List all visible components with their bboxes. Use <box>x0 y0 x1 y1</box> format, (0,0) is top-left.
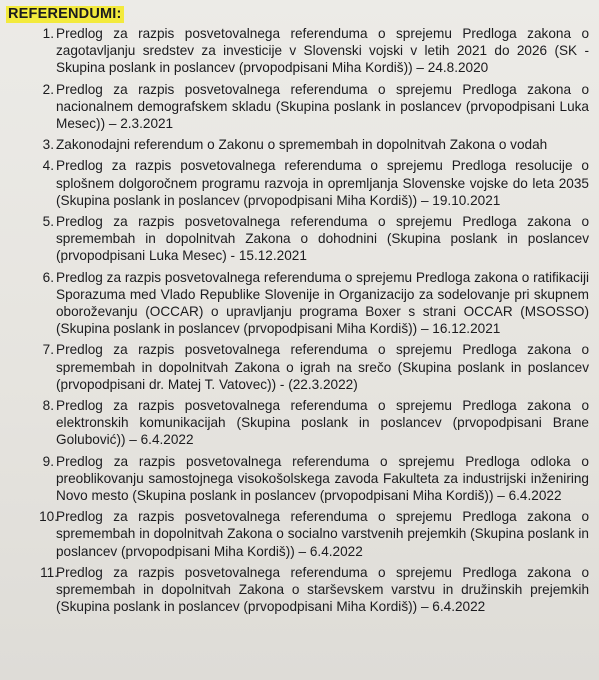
item-text: Predlog za razpis posvetovalnega referenduma o sprejemu Predloga odloka o preoblikovanju samostojnega visokošolskega zavoda Fakulteta za industrijski inženiring Novo mesto (Skupina poslank in poslancev (prvopodpisani Miha Kordiš)) – 6.4.2022 <box>56 453 589 504</box>
list-item <box>6 25 589 77</box>
item-text: Predlog za razpis posvetovalnega referenduma o sprejemu Predloga zakona o spremembah in dopolnitvah Zakona o socialno varstvenih prejemkih (Skupina poslank in poslancev (prvopodpisani Miha Kordiš)) – 6.4.2022 <box>56 509 589 559</box>
list-item <box>6 508 589 560</box>
item-text: Predlog za razpis posvetovalnega referenduma o sprejemu Predloga zakona o spremembah in dopolnitvah Zakona o starševskem varstvu in družinskih prejemkih (Skupina poslank in poslancev (prvopodpisani Miha Kordiš)) – 6.4.2022 <box>56 564 589 615</box>
item-number: 11. <box>40 564 58 580</box>
item-text: Predlog za razpis posvetovalnega referenduma o sprejemu Predloga zakona o spremembah in dopolnitvah Zakona o igrah na srečo (Skupina poslank in poslancev (prvopodpisani dr. Matej T. Vatovec)) - (22.3.2022) <box>56 342 589 392</box>
item-text: Predlog za razpis posvetovalnega referenduma o sprejemu Predloga zakona o elektronskih komunikacijah (Skupina poslank in poslancev (prvopodpisani Brane Golubović)) – 6.4.2022 <box>56 398 589 448</box>
list-item <box>6 397 589 449</box>
item-number: 7. <box>42 342 54 358</box>
item-text: Predlog za razpis posvetovalnega referenduma o sprejemu Predloga resolucije o splošnem dolgoročnem programu razvoja in opremljanja Slovenske vojske do leta 2035 (Skupina poslank in poslancev (prvopodpisani Miha Kordiš)) – 19.10.2021 <box>56 158 589 208</box>
item-number: 1. <box>42 26 54 41</box>
list-item <box>6 136 589 153</box>
item-number: 6. <box>42 269 54 285</box>
item-text: Predlog za razpis posvetovalnega referenduma o sprejemu Predloga zakona o nacionalnem demografskem skladu (Skupina poslank in poslancev (prvopodpisani Luka Mesec)) – 2.3.2021 <box>56 81 589 132</box>
list-item <box>6 453 589 505</box>
item-number: 9. <box>42 453 54 469</box>
item-number: 3. <box>42 137 54 153</box>
item-number: 4. <box>42 158 54 174</box>
list-item <box>6 157 589 209</box>
item-number: 10. <box>39 509 58 525</box>
referendum-list <box>6 25 589 616</box>
item-text: Predlog za razpis posvetovalnega referenduma o sprejemu Predloga zakona o zagotavljanju sredstev za investicije v Slovenski vojski v letih 2021 do 2026 (SK - Skupina poslank in poslancev (prvopodpisani Miha Kordiš)) – 24.8.2020 <box>56 26 589 76</box>
list-item <box>6 269 589 338</box>
item-text: Predlog za razpis posvetovalnega referenduma o sprejemu Predloga zakona o ratifikaciji Sporazuma med Vlado Republike Slovenije in Organizacijo za sodelovanje pri skupnem oboroževanju (OCCAR) o upravljanju programa Boxer s strani OCCAR (MSOSSO) (Skupina poslank in poslancev (prvopodpisani Miha Kordiš)) – 16.12.2021 <box>56 269 589 337</box>
list-item <box>6 341 589 393</box>
list-item <box>6 213 589 265</box>
list-item <box>6 81 589 133</box>
item-text: Predlog za razpis posvetovalnega referenduma o sprejemu Predloga zakona o spremembah in dopolnitvah Zakona o dohodnini (Skupina poslank in poslancev (prvopodpisani Luka Mesec) - 15.12.2021 <box>56 214 589 264</box>
item-text: Zakonodajni referendum o Zakonu o spremembah in dopolnitvah Zakona o vodah <box>56 137 548 153</box>
item-number: 5. <box>42 214 54 230</box>
section-heading: REFERENDUMI: <box>8 6 122 22</box>
list-item <box>6 564 589 616</box>
item-number: 8. <box>42 398 54 414</box>
item-number: 2. <box>42 81 54 97</box>
